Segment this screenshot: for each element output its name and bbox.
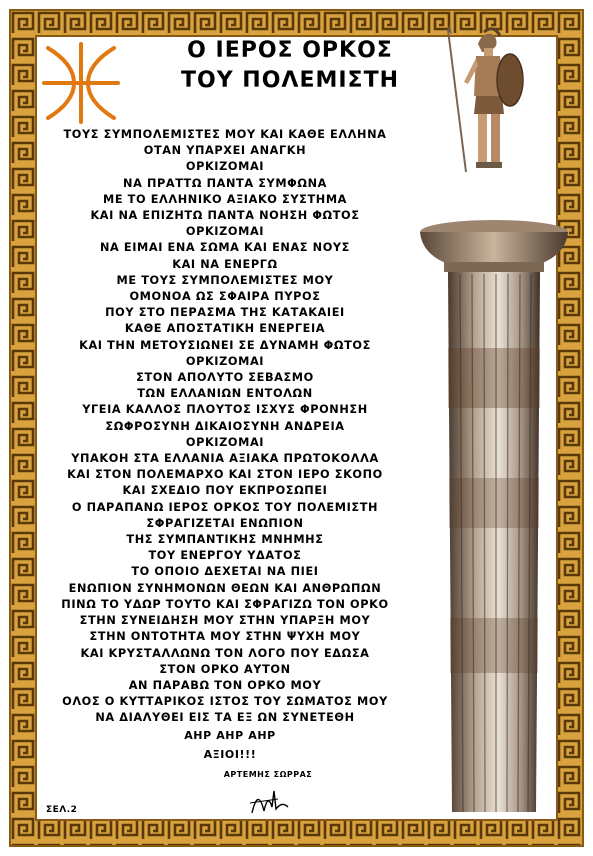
oath-line: ΚΑΘΕ ΑΠΟΣΤΑΤΙΚΗ ΕΝΕΡΓΕΙΑ (124, 322, 326, 336)
oath-line: ΣΩΦΡΟΣΥΝΗ ΔΙΚΑΙΟΣΥΝΗ ΑΝΔΡΕΙΑ (105, 419, 345, 433)
oath-line: ΤΟ ΟΠΟΙΟ ΔΕΧΕΤΑΙ ΝΑ ΠΙΕΙ (131, 565, 319, 579)
oath-line: ΣΤΗΝ ΟΝΤΟΤΗΤΑ ΜΟΥ ΣΤΗΝ ΨΥΧΗ ΜΟΥ (89, 630, 361, 644)
oath-line: ΥΠΑΚΟΗ ΣΤΑ ΕΛΛΑΝΙΑ ΑΞΙΑΚΑ ΠΡΩΤΟΚΟΛΛΑ (71, 452, 379, 466)
oath-line: ΚΑΙ ΝΑ ΕΠΙΖΗΤΩ ΠΑΝΤΑ ΝΟΗΣΗ ΦΩΤΟΣ (90, 209, 360, 223)
oath-line: ΣΤΗΝ ΣΥΝΕΙΔΗΣΗ ΜΟΥ ΣΤΗΝ ΥΠΑΡΞΗ ΜΟΥ (79, 614, 371, 628)
closing-line-1: ΑΗΡ ΑΗΡ ΑΗΡ (184, 729, 276, 742)
oath-line: ΕΝΩΠΙΟΝ ΣΥΝΗΜΟΝΩΝ ΘΕΩΝ ΚΑΙ ΑΝΘΡΩΠΩΝ (68, 581, 382, 595)
oath-line: ΤΟΥ ΕΝΕΡΓΟΥ ΥΔΑΤΟΣ (148, 549, 302, 563)
oath-line: ΟΤΑΝ ΥΠΑΡΧΕΙ ΑΝΑΓΚΗ (143, 144, 307, 158)
oath-line: ΣΦΡΑΓΙΖΕΤΑΙ ΕΝΩΠΙΟΝ (146, 516, 304, 530)
oath-line: ΑΝ ΠΑΡΑΒΩ ΤΟΝ ΟΡΚΟ ΜΟΥ (128, 678, 322, 692)
oath-line: ΟΜΟΝΟΑ ΩΣ ΣΦΑΙΡΑ ΠΥΡΟΣ (129, 290, 321, 304)
oath-text (40, 127, 410, 727)
oath-line: ΚΑΙ ΝΑ ΕΝΕΡΓΩ (172, 257, 278, 271)
oath-line: ΤΗΣ ΣΥΜΠΑΝΤΙΚΗΣ ΜΝΗΜΗΣ (126, 533, 324, 547)
oath-line: ΤΩΝ ΕΛΛΑΝΙΩΝ ΕΝΤΟΛΩΝ (137, 387, 313, 401)
title-line-1: Ο ΙΕΡΟΣ ΟΡΚΟΣ (187, 38, 393, 63)
oath-line: ΥΓΕΙΑ ΚΑΛΛΟΣ ΠΛΟΥΤΟΣ ΙΣΧΥΣ ΦΡΟΝΗΣΗ (82, 403, 368, 417)
oath-line: ΚΑΙ ΤΗΝ ΜΕΤΟΥΣΙΩΝΕΙ ΣΕ ΔΥΝΑΜΗ ΦΩΤΟΣ (79, 338, 371, 352)
oath-line: ΟΡΚΙΖΟΜΑΙ (185, 225, 265, 239)
page-number: ΣΕΛ.2 (46, 805, 78, 815)
closing-text (40, 726, 420, 764)
oath-line: ΝΑ ΕΙΜΑΙ ΕΝΑ ΣΩΜΑ ΚΑΙ ΕΝΑΣ ΝΟΥΣ (99, 241, 350, 255)
oath-line: ΜΕ ΤΟΥΣ ΣΥΜΠΟΛΕΜΙΣΤΕΣ ΜΟΥ (116, 273, 334, 287)
page-title (120, 36, 460, 96)
oath-line: ΜΕ ΤΟ ΕΛΛΗΝΙΚΟ ΑΞΙΑΚΟ ΣΥΣΤΗΜΑ (102, 192, 348, 206)
oath-line: ΚΑΙ ΣΤΟΝ ΠΟΛΕΜΑΡΧΟ ΚΑΙ ΣΤΟΝ ΙΕΡΟ ΣΚΟΠΟ (67, 468, 383, 482)
author-name: ΑΡΤΕΜΗΣ ΣΩΡΡΑΣ (223, 770, 313, 779)
oath-line: ΠΟΥ ΣΤΟ ΠΕΡΑΣΜΑ ΤΗΣ ΚΑΤΑΚΑΙΕΙ (105, 306, 345, 320)
oath-line: ΣΤΟΝ ΟΡΚΟ ΑΥΤΟΝ (159, 662, 291, 676)
oath-line: ΠΙΝΩ ΤΟ ΥΔΩΡ ΤΟΥΤΟ ΚΑΙ ΣΦΡΑΓΙΖΩ ΤΟΝ ΟΡΚΟ (61, 597, 389, 611)
oath-line: ΝΑ ΔΙΑΛΥΘΕΙ ΕΙΣ ΤΑ ΕΞ ΩΝ ΣΥΝΕΤΕΘΗ (95, 711, 355, 725)
closing-line-2: ΑΞΙΟΙ!!! (203, 748, 257, 761)
oath-line: ΚΑΙ ΣΧΕΔΙΟ ΠΟΥ ΕΚΠΡΟΣΩΠΕΙ (122, 484, 328, 498)
oath-line: ΚΑΙ ΚΡΥΣΤΑΛΛΩΝΩ ΤΟΝ ΛΟΓΟ ΠΟΥ ΕΔΩΣΑ (80, 646, 370, 660)
oath-line: Ο ΠΑΡΑΠΑΝΩ ΙΕΡΟΣ ΟΡΚΟΣ ΤΟΥ ΠΟΛΕΜΙΣΤΗ (71, 500, 379, 514)
signature-icon (248, 783, 292, 817)
oath-line: ΟΡΚΙΖΟΜΑΙ (185, 354, 265, 368)
oath-line: ΝΑ ΠΡΑΤΤΩ ΠΑΝΤΑ ΣΥΜΦΩΝΑ (123, 176, 327, 190)
hoplite-statue-icon (438, 26, 528, 176)
oath-line: ΣΤΟΝ ΑΠΟΛΥΤΟ ΣΕΒΑΣΜΟ (136, 371, 314, 385)
oath-line: ΟΛΟΣ Ο ΚΥΤΤΑΡΙΚΟΣ ΙΣΤΟΣ ΤΟΥ ΣΩΜΑΤΟΣ ΜΟΥ (62, 695, 388, 709)
oath-line: ΟΡΚΙΖΟΜΑΙ (185, 435, 265, 449)
title-line-2: ΤΟΥ ΠΟΛΕΜΙΣΤΗ (181, 68, 399, 93)
oath-line: ΤΟΥΣ ΣΥΜΠΟΛΕΜΙΣΤΕΣ ΜΟΥ ΚΑΙ ΚΑΘΕ ΕΛΛΗΝΑ (63, 128, 387, 141)
doric-column-icon (412, 218, 577, 818)
star-symbol-icon (40, 42, 122, 124)
oath-line: ΟΡΚΙΖΟΜΑΙ (185, 160, 265, 174)
